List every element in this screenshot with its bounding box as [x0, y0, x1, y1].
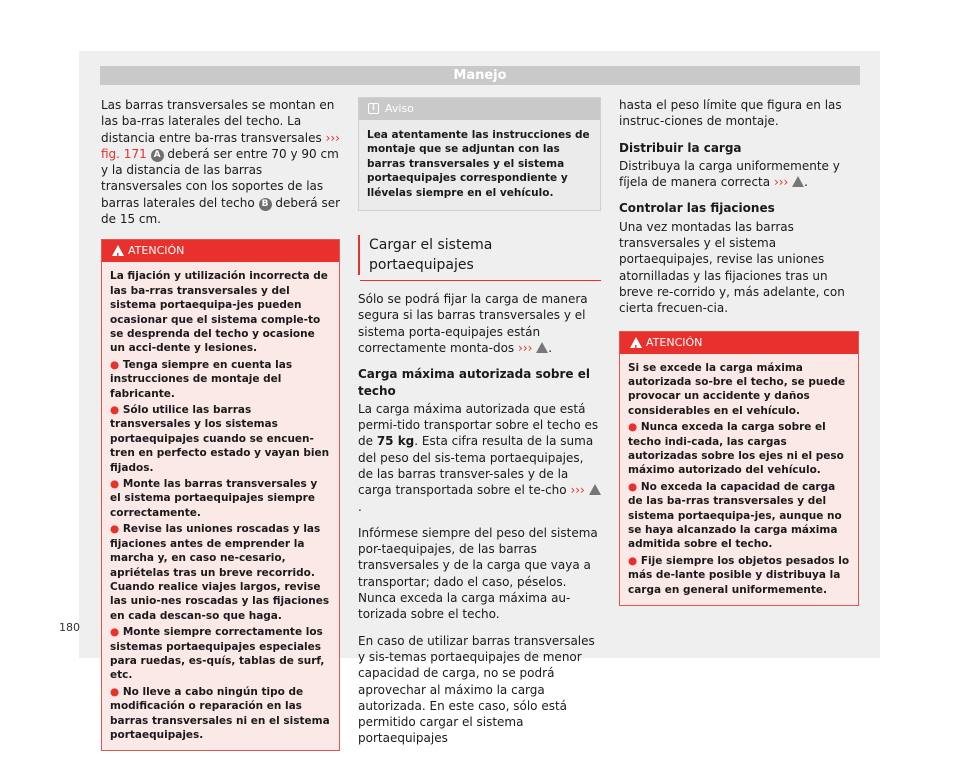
warning-item: ● Monte siempre correctamente los sistemas portaequipajes especiales para ruedas, es-quís, tablas de surf, etc.	[110, 626, 325, 682]
paragraph: En caso de utilizar barras transversales y sis-temas portaequipajes de menor capacidad de carga, no se podrá aprovechar al máximo la carga autorizada. En este caso, sólo está permitido cargar el sistema portaequipajes	[358, 633, 595, 746]
notice-box	[358, 97, 601, 211]
section-title: Cargar el sistema portaequipajes	[358, 235, 601, 275]
warning-item: ● Monte las barras transversales y el sistema portaequipajes siempre correctamente.	[110, 478, 318, 519]
marker-a: A	[151, 149, 164, 162]
warning-item: ● No exceda la capacidad de carga de las ba-rras transversales y del sistema portaequipa-jes, aunque no se haya alcanzado la carga máxima admitida sobre el techo.	[628, 480, 842, 551]
marker-b: B	[259, 198, 272, 211]
warning-item: ● Fije siempre los objetos pesados lo más de-lante posible y distribuya la carga en general uniformemente.	[628, 554, 850, 596]
warning-link[interactable]: ›››	[518, 340, 533, 355]
paragraph: La carga máxima autorizada que está permi-tido transportar sobre el techo es de 75 kg. Esta cifra resulta de la suma del peso del sis-tema portaequipajes, de las barras transver-sales y de la carga transportada sobre el te-cho ››› .	[358, 401, 601, 515]
warning-body	[102, 262, 339, 750]
warning-lead: Si se excede la carga máxima autorizada so-bre el techo, se puede provocar un accidente y daños considerables en el vehículo.	[628, 361, 846, 417]
warning-icon	[536, 342, 548, 353]
column-middle	[358, 97, 601, 757]
warning-item: ● Tenga siempre en cuenta las instrucciones de montaje del fabricante.	[110, 358, 293, 400]
warning-link[interactable]: ›››	[570, 483, 585, 498]
warning-box	[101, 239, 340, 751]
warning-header: ! ATENCIÓN	[620, 332, 858, 354]
page-number: 180	[59, 621, 80, 634]
warning-item: ● No lleve a cabo ningún tipo de modificación o reparación en las barras transversales ni en el sistema portaequipajes.	[110, 685, 330, 741]
subheading: Distribuir la carga	[619, 140, 742, 155]
figure-link[interactable]: ››› fig. 171	[101, 130, 340, 161]
intro-paragraph: Las barras transversales se montan en las ba-rras laterales del techo. La distancia entre ba-rras transversales ››› fig. 171 A deberá ser entre 70 y 90 cm y la distancia de las barras transversales con los soportes de las barras laterales del techo B deberá ser de 15 cm.	[101, 98, 341, 227]
warning-icon	[630, 337, 642, 348]
warning-item: ● Nunca exceda la carga sobre el techo indi-cada, las cargas autorizadas sobre los ejes ni el peso máximo autorizado del vehículo.	[628, 421, 844, 477]
chapter-header: Manejo	[100, 66, 860, 85]
paragraph: hasta el peso límite que figura en las instruc-ciones de montaje.	[619, 98, 842, 129]
notice-header: i Aviso	[359, 98, 600, 120]
warning-item: ● Revise las uniones roscadas y las fijaciones antes de emprender la marcha y, en caso ne-cesario, apriételas tras un breve recorrido. Cuando realice viajes largos, revise las unio-nes roscadas y las fijaciones en cada descan-so que haga.	[110, 523, 330, 622]
column-left	[101, 97, 340, 765]
warning-icon	[792, 176, 804, 187]
column-right	[619, 97, 859, 620]
warning-box	[619, 331, 859, 607]
paragraph: Sólo se podrá fijar la carga de manera segura si las barras transversales y el sistema porta-equipajes están correctamente monta-dos ››› .	[358, 292, 588, 355]
max-load-value: 75 kg	[376, 434, 415, 449]
warning-lead: La fijación y utilización incorrecta de las ba-rras transversales y del sistema portaequipa-jes pueden ocasionar que el sistema comple-to se desprenda del techo y ocasione un acci-dente y lesiones.	[110, 270, 328, 355]
warning-link[interactable]: ›››	[773, 175, 789, 190]
subheading: Controlar las fijaciones	[619, 201, 775, 216]
paragraph: Infórmese siempre del peso del sistema por-taequipajes, de las barras transversales y de la carga que vaya a transportar; dado el caso, péselos. Nunca exceda la carga máxima au-torizada sobre el techo.	[358, 525, 598, 622]
warning-icon	[112, 245, 124, 256]
paragraph: Distribuya la carga uniformemente y fíjela de manera correcta ››› .	[619, 158, 840, 190]
warning-header: ! ATENCIÓN	[102, 240, 339, 262]
subheading: Carga máxima autorizada sobre el techo	[358, 367, 590, 398]
paragraph: Una vez montadas las barras transversales y el sistema portaequipajes, revise las uniones atornilladas y las fijaciones tras un breve re-corrido y, más adelante, con cierta frecuen-cia.	[619, 219, 845, 316]
notice-body: Lea atentamente las instrucciones de montaje que se adjuntan con las barras transversales y el sistema portaequipajes correspondiente y llévelas siempre en el vehículo.	[367, 129, 590, 199]
info-icon: i	[368, 103, 379, 114]
warning-body	[620, 354, 858, 606]
warning-item: ● Sólo utilice las barras transversales y los sistemas portaequipajes cuando se encuen-tren en perfecto estado y vayan bien fijados.	[110, 404, 330, 474]
warning-icon	[589, 484, 601, 495]
